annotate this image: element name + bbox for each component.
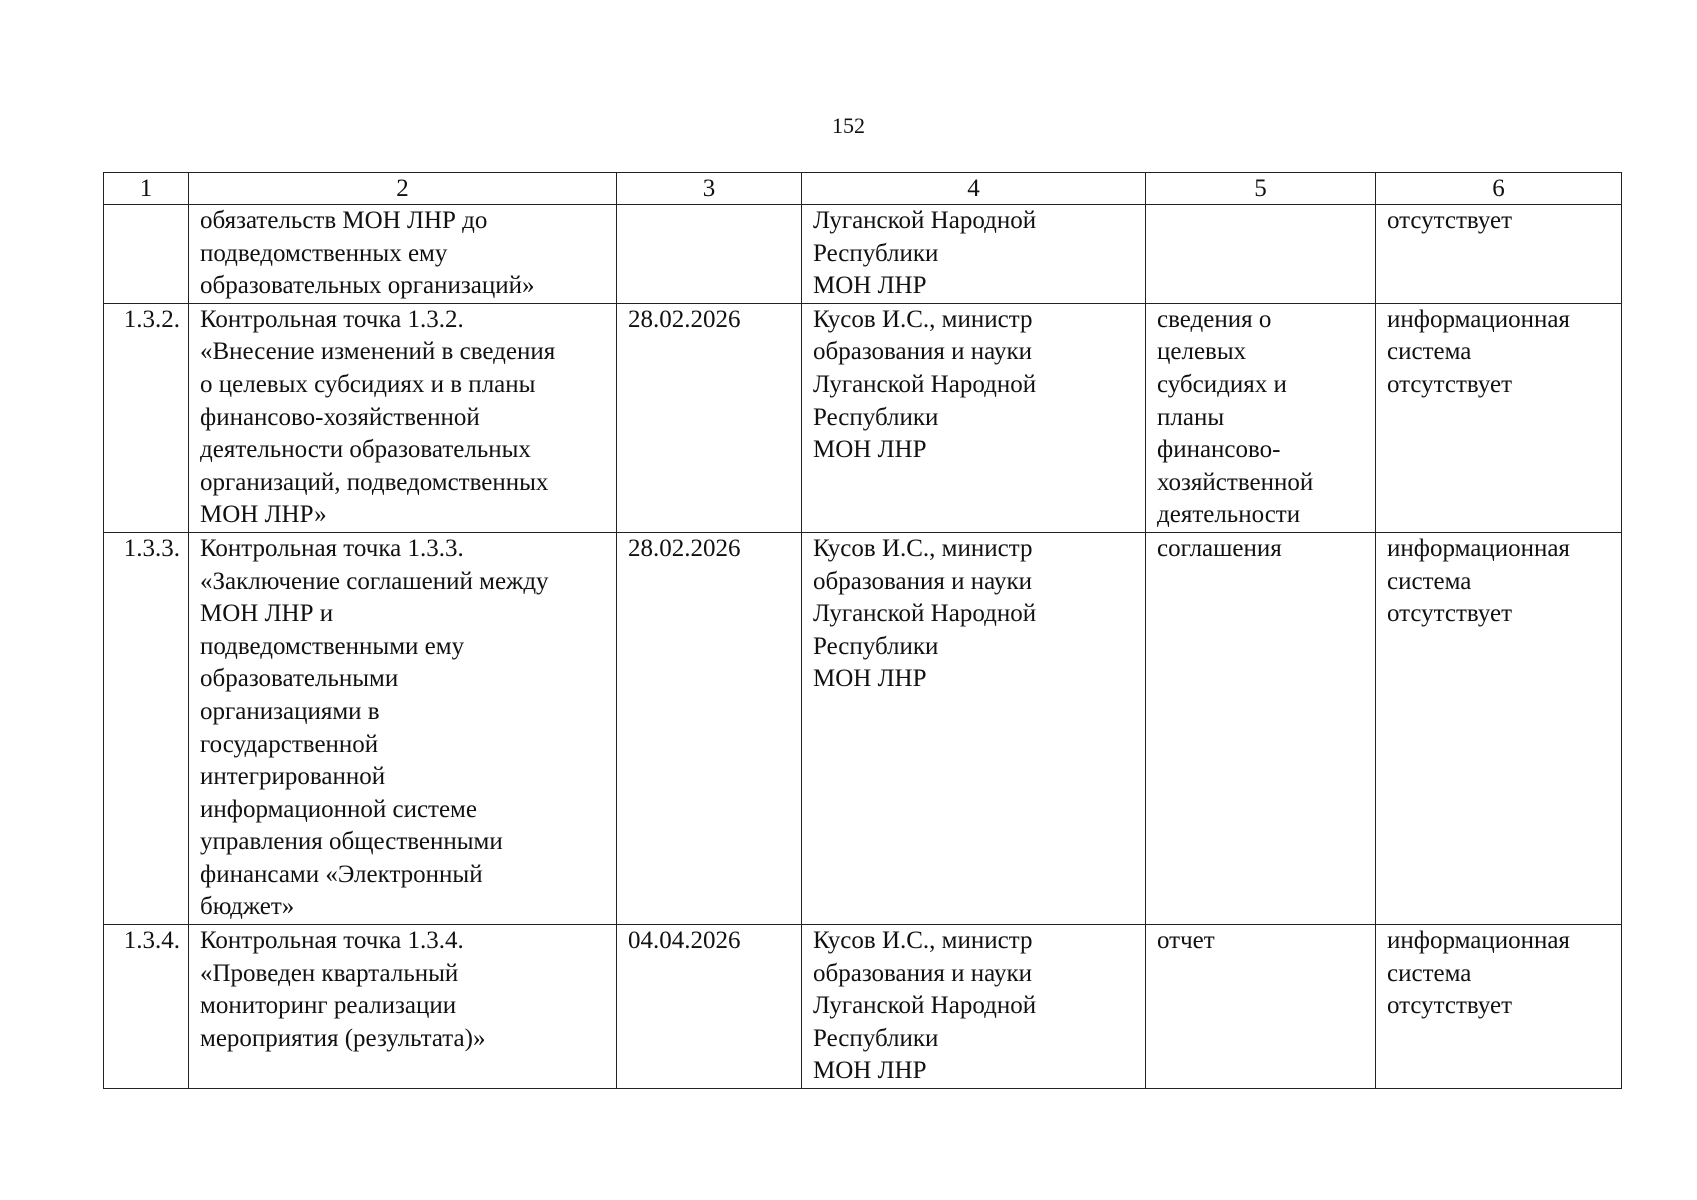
cell-text-line: отсутствует — [1387, 992, 1513, 1020]
column-header: 2 — [189, 173, 617, 205]
cell-text-line: образования и науки — [813, 338, 1032, 366]
page-number: 152 — [832, 113, 865, 138]
result-document-cell — [1146, 532, 1376, 924]
cell-text-line: МОН ЛНР» — [200, 501, 327, 529]
result-document-cell — [1146, 925, 1376, 1089]
cell-text-line: субсидиях и — [1157, 370, 1287, 398]
cell-text-line: образования и науки — [813, 567, 1032, 595]
information-system-cell — [1376, 532, 1622, 924]
cell-text-line: информационная — [1387, 534, 1570, 562]
result-document-cell — [1146, 205, 1376, 304]
responsible-cell — [802, 925, 1146, 1089]
row-number-cell: 1.3.2. — [104, 303, 189, 532]
cell-text-line: государственной — [200, 730, 379, 758]
cell-text-line: хозяйственной — [1157, 468, 1314, 496]
description-cell — [189, 205, 617, 304]
cell-text-line: отсутствует — [1387, 370, 1513, 398]
deadline-cell — [617, 205, 802, 304]
cell-text-line: целевых — [1157, 338, 1247, 366]
cell-text-line: Луганской Народной — [813, 207, 1037, 234]
result-document-cell — [1146, 303, 1376, 532]
cell-text-line: мониторинг реализации — [200, 992, 457, 1020]
cell-text-line: Контрольная точка 1.3.4. — [200, 927, 464, 955]
cell-text-line: финансами «Электронный — [200, 860, 483, 888]
responsible-cell — [802, 532, 1146, 924]
control-points-table — [103, 172, 1622, 1089]
cell-text-line: Луганской Народной — [813, 992, 1037, 1020]
cell-text-line: МОН ЛНР и — [200, 600, 334, 628]
column-header: 1 — [104, 173, 189, 205]
cell-text-line: Кусов И.С., министр — [813, 927, 1033, 955]
cell-text-line: Республики — [813, 403, 939, 431]
cell-text-line: деятельности — [1157, 501, 1301, 529]
cell-text-line: планы — [1157, 403, 1225, 431]
cell-text-line: отчет — [1157, 927, 1215, 955]
cell-text-line: Контрольная точка 1.3.3. — [200, 534, 464, 562]
cell-text-line: МОН ЛНР — [813, 272, 927, 300]
cell-text-line: Республики — [813, 1024, 939, 1052]
cell-text-line: Кусов И.С., министр — [813, 534, 1033, 562]
cell-text-line: Кусов И.С., министр — [813, 305, 1033, 333]
cell-text-line: организациями в — [200, 697, 380, 725]
information-system-cell — [1376, 205, 1622, 304]
cell-text-line: подведомственными ему — [200, 632, 465, 660]
column-header: 5 — [1146, 173, 1376, 205]
cell-text-line: интегрированной — [200, 763, 386, 791]
cell-text-line: Контрольная точка 1.3.2. — [200, 305, 464, 333]
row-number-cell: 1.3.4. — [104, 925, 189, 1089]
cell-text-line: бюджет» — [200, 893, 295, 921]
cell-text-line: образовательных организаций» — [200, 272, 535, 300]
description-cell — [189, 532, 617, 924]
cell-text-line: МОН ЛНР — [813, 665, 927, 693]
table-row — [104, 205, 1622, 304]
table-row — [104, 532, 1622, 924]
column-header: 6 — [1376, 173, 1622, 205]
cell-text-line: информационной системе — [200, 795, 477, 823]
deadline-cell: 28.02.2026 — [617, 532, 802, 924]
cell-text-line: МОН ЛНР — [813, 1057, 927, 1085]
cell-text-line: финансово- — [1157, 436, 1281, 464]
cell-text-line: «Проведен квартальный — [200, 959, 459, 987]
row-number-cell — [104, 205, 189, 304]
description-cell — [189, 303, 617, 532]
table-header-row — [104, 173, 1622, 205]
cell-text-line: система — [1387, 338, 1472, 366]
cell-text-line: деятельности образовательных — [200, 436, 531, 464]
cell-text-line: «Внесение изменений в сведения — [200, 338, 556, 366]
cell-text-line: система — [1387, 567, 1472, 595]
cell-text-line: организаций, подведомственных — [200, 468, 549, 496]
cell-text-line: Луганской Народной — [813, 370, 1037, 398]
cell-text-line: отсутствует — [1387, 600, 1513, 628]
cell-text-line: отсутствует — [1387, 207, 1513, 234]
cell-text-line: управления общественными — [200, 828, 503, 856]
cell-text-line: мероприятия (результата)» — [200, 1024, 486, 1052]
cell-text-line: подведомственных ему — [200, 239, 448, 267]
row-number-cell: 1.3.3. — [104, 532, 189, 924]
information-system-cell — [1376, 925, 1622, 1089]
information-system-cell — [1376, 303, 1622, 532]
cell-text-line: образования и науки — [813, 959, 1032, 987]
cell-text-line: соглашения — [1157, 534, 1282, 562]
column-header: 3 — [617, 173, 802, 205]
cell-text-line: образовательными — [200, 665, 399, 693]
cell-text-line: о целевых субсидиях и в планы — [200, 370, 536, 398]
deadline-cell: 28.02.2026 — [617, 303, 802, 532]
cell-text-line: Республики — [813, 239, 939, 267]
cell-text-line: сведения о — [1157, 305, 1272, 333]
table-row — [104, 303, 1622, 532]
cell-text-line: финансово-хозяйственной — [200, 403, 480, 431]
responsible-cell — [802, 205, 1146, 304]
column-header: 4 — [802, 173, 1146, 205]
responsible-cell — [802, 303, 1146, 532]
cell-text-line: система — [1387, 959, 1472, 987]
cell-text-line: обязательств МОН ЛНР до — [200, 207, 488, 234]
table-row — [104, 925, 1622, 1089]
cell-text-line: информационная — [1387, 305, 1570, 333]
deadline-cell: 04.04.2026 — [617, 925, 802, 1089]
cell-text-line: Республики — [813, 632, 939, 660]
cell-text-line: информационная — [1387, 927, 1570, 955]
cell-text-line: МОН ЛНР — [813, 436, 927, 464]
cell-text-line: Луганской Народной — [813, 600, 1037, 628]
cell-text-line: «Заключение соглашений между — [200, 567, 549, 595]
description-cell — [189, 925, 617, 1089]
